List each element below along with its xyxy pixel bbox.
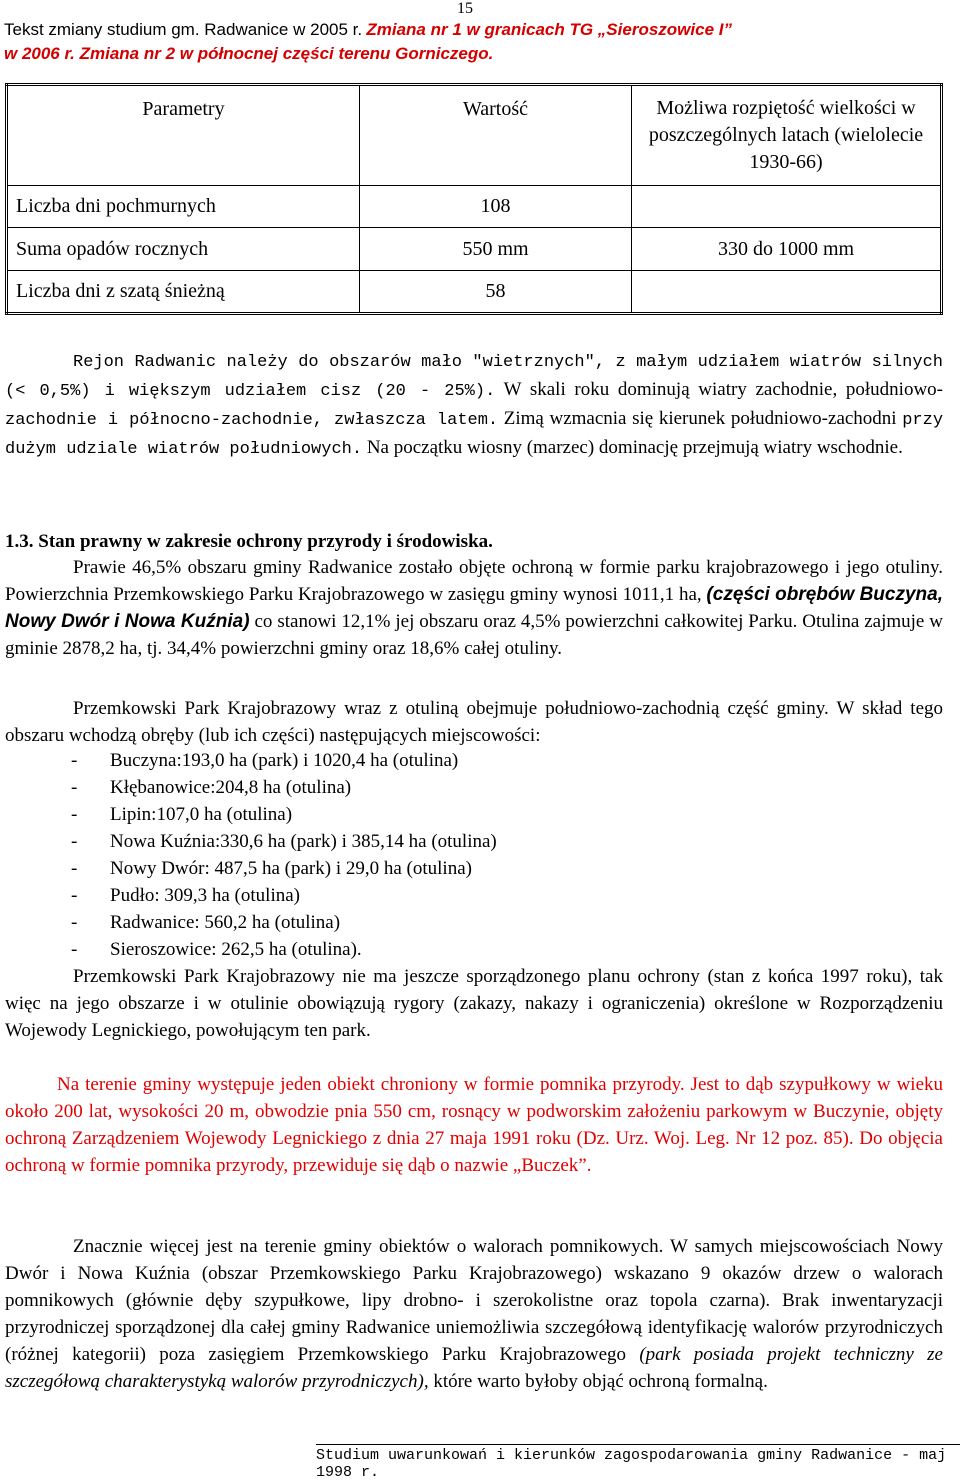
- footer-rule: [316, 1444, 960, 1445]
- parameters-table: [5, 83, 943, 315]
- page-footer: [316, 1444, 960, 1481]
- footer-text: Studium uwarunkowań i kierunków zagospodarowania gminy Radwanice - maj 1998 r.: [316, 1447, 947, 1481]
- park-text-c: (części obrębów Buczyna, Nowy Dwór i Nowa Kuźnia): [5, 584, 943, 632]
- table-cell: 550 mm: [360, 228, 632, 271]
- header-red-1: Zmiana nr 1 w granicach TG „Sieroszowice I”: [366, 20, 732, 39]
- table-header: Parametry: [7, 85, 360, 186]
- monument-paragraph: Na terenie gminy występuje jeden obiekt chroniony w formie pomnika przyrody. Jest to dąb szypułkowy w wieku około 200 lat, wysokości 20 m, obwodzie pnia 550 cm, rosnący w podworskim założeniu parkowym w Buczynie, objęty ochroną Zarządzeniem Wojewody Legnickiego z dnia 27 maja 1991 roku (Dz. Urz. Woj. Leg. Nr 12 poz. 85). Do objęcia ochroną w formie pomnika przyrody, przewiduje się dąb o nazwie „Buczek”.: [5, 1074, 943, 1176]
- trees-paragraph: [5, 1233, 943, 1395]
- trees-text-c: które warto byłoby objąć ochroną formalną.: [433, 1371, 768, 1392]
- trees-text-a: Znacznie więcej jest na terenie gminy obiektów o walorach pomnikowych. W samych miejscowościach Nowy Dwór i Nowa Kuźnia (obszar Przemkowskiego Parku Krajobrazowego) wskazano 9 okazów drzew o walorach pomnikowych (głównie dęby szypułkowe, lipy drobno- i szerokolistne oraz topola czarna). Brak inwentaryzacji przyrodniczej sporządzonej dla całej gminy Radwanice uniemożliwia szczegółową identyfikację walorów przyrodniczych (różnej kategorii) poza zasięgiem Przemkowskiego Parku Krajobrazowego: [5, 1236, 943, 1365]
- table-cell: Liczba dni z szatą śnieżną: [7, 271, 360, 314]
- header-red-2: w 2006 r. Zmiana nr 2 w północnej części terenu Gorniczego.: [4, 44, 494, 63]
- park-text-d: co stanowi 12,1% jej obszaru oraz 4,5% powierzchni całkowitej Parku. Otulina zajmuje w gminie 2878,2 ha, tj. 34,4% powierzchni gminy oraz 18,6% całej otuliny.: [5, 611, 943, 659]
- list-item: - Radwanice: 560,2 ha (otulina): [71, 912, 341, 933]
- list-item: - Nowy Dwór: 487,5 ha (park) i 29,0 ha (otulina): [71, 858, 472, 879]
- table-row: [7, 186, 942, 228]
- list-item: - Sieroszowice: 262,5 ha (otulina).: [71, 939, 362, 960]
- trees-text-b: (park posiada projekt techniczny ze szczegółową charakterystyką walorów przyrodniczych),: [5, 1344, 943, 1392]
- table-header: Możliwa rozpiętość wielkości w poszczególnych latach (wielolecie 1930-66): [632, 85, 942, 186]
- protection-plan-paragraph: Przemkowski Park Krajobrazowy nie ma jeszcze sporządzonego planu ochrony (stan z końca 1997 roku), tak więc na jego obszarze i w otulinie obowiązują rygory (zakazy, nakazy i ograniczenia) określone w Rozporządzeniu Wojewody Legnickiego, powołującym ten park.: [5, 966, 943, 1041]
- park-paragraph: [5, 554, 943, 662]
- park-text-a: Prawie 46,5% obszaru gminy Radwanice zostało objęte ochroną w formie parku krajobrazowego i jego otuliny.: [73, 557, 943, 578]
- list-item: - Buczyna:193,0 ha (park) i 1020,4 ha (otulina): [71, 750, 459, 771]
- wind-text-b: W skali roku dominują wiatry zachodnie, południowo-: [503, 379, 943, 400]
- table-header: Wartość: [360, 85, 632, 186]
- list-item: - Kłębanowice:204,8 ha (otulina): [71, 777, 352, 798]
- wind-text-f: Na początku wiosny (marzec) dominację przejmują wiatry wschodnie.: [366, 437, 903, 458]
- wind-text-c: zachodnie i północno-zachodnie, zwłaszcza latem.: [5, 411, 499, 430]
- section-heading: 1.3. Stan prawny w zakresie ochrony przyrody i środowiska.: [5, 531, 493, 552]
- list-item: - Lipin:107,0 ha (otulina): [71, 804, 293, 825]
- page-number: 15: [457, 0, 473, 17]
- table-cell: [632, 271, 942, 314]
- table-cell: [632, 186, 942, 228]
- wind-text-e: przy dużym udziale wiatrów południowych.: [5, 411, 944, 459]
- list-item: - Nowa Kuźnia:330,6 ha (park) i 385,14 ha (otulina): [71, 831, 497, 852]
- park-text-b: Powierzchnia Przemkowskiego Parku Krajobrazowego w zasięgu gminy wynosi 1011,1 ha,: [5, 584, 702, 605]
- wind-paragraph: [5, 347, 943, 463]
- table-cell: 330 do 1000 mm: [632, 228, 942, 271]
- locality-list: [5, 747, 497, 963]
- header-plain: Tekst zmiany studium gm. Radwanice w 2005 r.: [4, 20, 363, 39]
- table-row: [7, 271, 942, 314]
- table-row: [7, 228, 942, 271]
- wind-text-a: Rejon Radwanic należy do obszarów mało "wietrznych", z małym udziałem wiatrów silnych (< 0,5%) i większym udziałem cisz (20 - 25%).: [5, 353, 943, 401]
- revision-header: [4, 18, 732, 66]
- wind-text-d: Zimą wzmacnia się kierunek południowo-zachodni: [503, 408, 897, 429]
- list-item: - Pudło: 309,3 ha (otulina): [71, 885, 300, 906]
- table-cell: Liczba dni pochmurnych: [7, 186, 360, 228]
- table-header-row: [7, 85, 942, 186]
- table-cell: 108: [360, 186, 632, 228]
- table-cell: Suma opadów rocznych: [7, 228, 360, 271]
- table-cell: 58: [360, 271, 632, 314]
- area-paragraph: Przemkowski Park Krajobrazowy wraz z otuliną obejmuje południowo-zachodnią część gminy. W skład tego obszaru wchodzą obręby (lub ich części) następujących miejscowości:: [5, 698, 943, 746]
